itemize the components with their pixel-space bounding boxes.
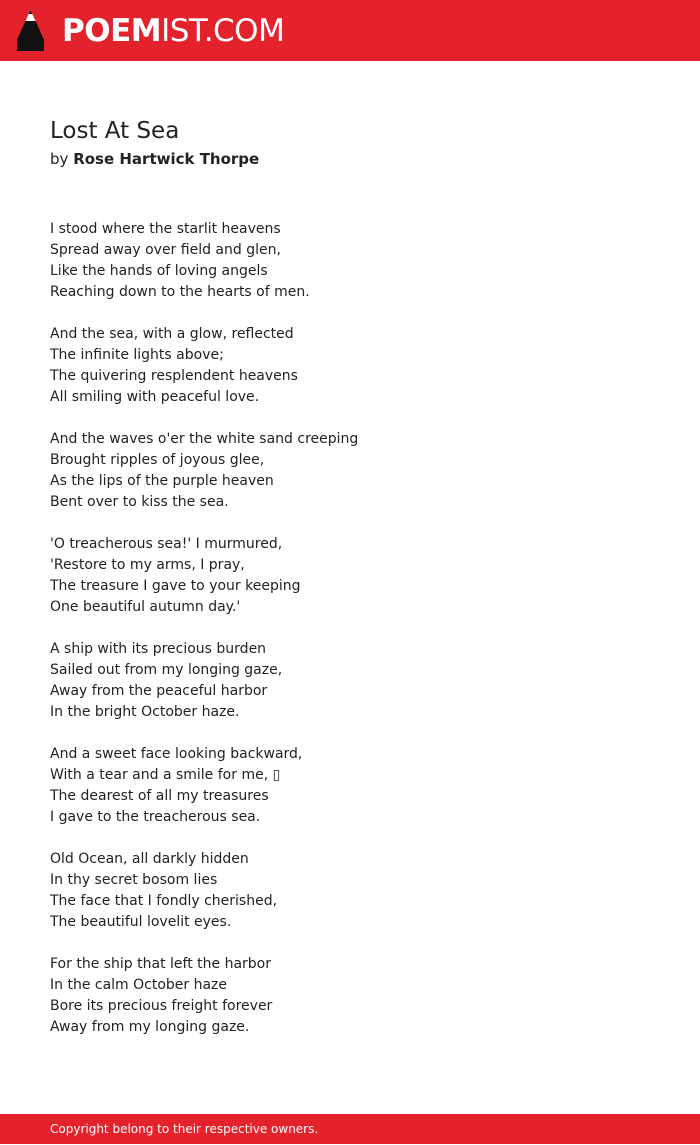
- poem-line: Reaching down to the hearts of men.: [50, 284, 310, 300]
- poem-line: Bent over to kiss the sea.: [50, 494, 229, 510]
- poem-line: In the bright October haze.: [50, 704, 240, 720]
- stanza: [50, 849, 650, 933]
- stanza: [50, 219, 650, 303]
- poem-line: The quivering resplendent heavens: [50, 368, 298, 384]
- poem-line: All smiling with peaceful love.: [50, 389, 260, 405]
- site-logo[interactable]: [62, 11, 284, 51]
- poem-line: Spread away over field and glen,: [50, 242, 281, 258]
- poem-line: As the lips of the purple heaven: [50, 473, 274, 489]
- poem-line: Away from the peaceful harbor: [50, 683, 268, 699]
- stanza: [50, 429, 650, 513]
- poem-line: Sailed out from my longing gaze,: [50, 662, 283, 678]
- poem-line: Old Ocean, all darkly hidden: [50, 851, 249, 867]
- poem-line: 'Restore to my arms, I pray,: [50, 557, 245, 573]
- poem-body: [50, 219, 650, 1059]
- stanza: [50, 954, 650, 1038]
- logo-brand-bold: POEM: [62, 13, 162, 49]
- poem-line: The face that I fondly cherished,: [50, 893, 278, 909]
- poem-title: Lost At Sea: [50, 118, 180, 144]
- poem-line: Like the hands of loving angels: [50, 263, 268, 279]
- logo-brand-light: IST.COM: [161, 13, 285, 49]
- poem-byline: [50, 148, 259, 170]
- poem-line: And the sea, with a glow, reflected: [50, 326, 294, 342]
- stanza: [50, 534, 650, 618]
- poem-line: With a tear and a smile for me, ▯: [50, 767, 281, 783]
- poem-line: I gave to the treacherous sea.: [50, 809, 261, 825]
- poem-line: I stood where the starlit heavens: [50, 221, 281, 237]
- poem-line: The beautiful lovelit eyes.: [50, 914, 232, 930]
- poem-line: Bore its precious freight forever: [50, 998, 273, 1014]
- poem-line: And the waves o'er the white sand creeping: [50, 431, 359, 447]
- site-footer: [0, 1114, 700, 1144]
- pencil-tip-icon[interactable]: [16, 9, 45, 52]
- poem-line: The dearest of all my treasures: [50, 788, 269, 804]
- poem-line: Brought ripples of joyous glee,: [50, 452, 265, 468]
- poem-line: In thy secret bosom lies: [50, 872, 218, 888]
- stanza: [50, 324, 650, 408]
- poem-line: The treasure I gave to your keeping: [50, 578, 301, 594]
- byline-label: by: [50, 150, 69, 168]
- poem-line: Away from my longing gaze.: [50, 1019, 250, 1035]
- stanza: [50, 639, 650, 723]
- poem-line: A ship with its precious burden: [50, 641, 267, 657]
- poem-line: The infinite lights above;: [50, 347, 224, 363]
- poem-line: 'O treacherous sea!' I murmured,: [50, 536, 283, 552]
- poem-line: One beautiful autumn day.': [50, 599, 241, 615]
- poem-line: In the calm October haze: [50, 977, 228, 993]
- stanza: [50, 744, 650, 828]
- poem-author: Rose Hartwick Thorpe: [73, 150, 260, 168]
- poem-line: And a sweet face looking backward,: [50, 746, 303, 762]
- poem-line: For the ship that left the harbor: [50, 956, 271, 972]
- copyright-notice: Copyright belong to their respective owners.: [50, 1122, 319, 1136]
- site-header: [0, 0, 700, 61]
